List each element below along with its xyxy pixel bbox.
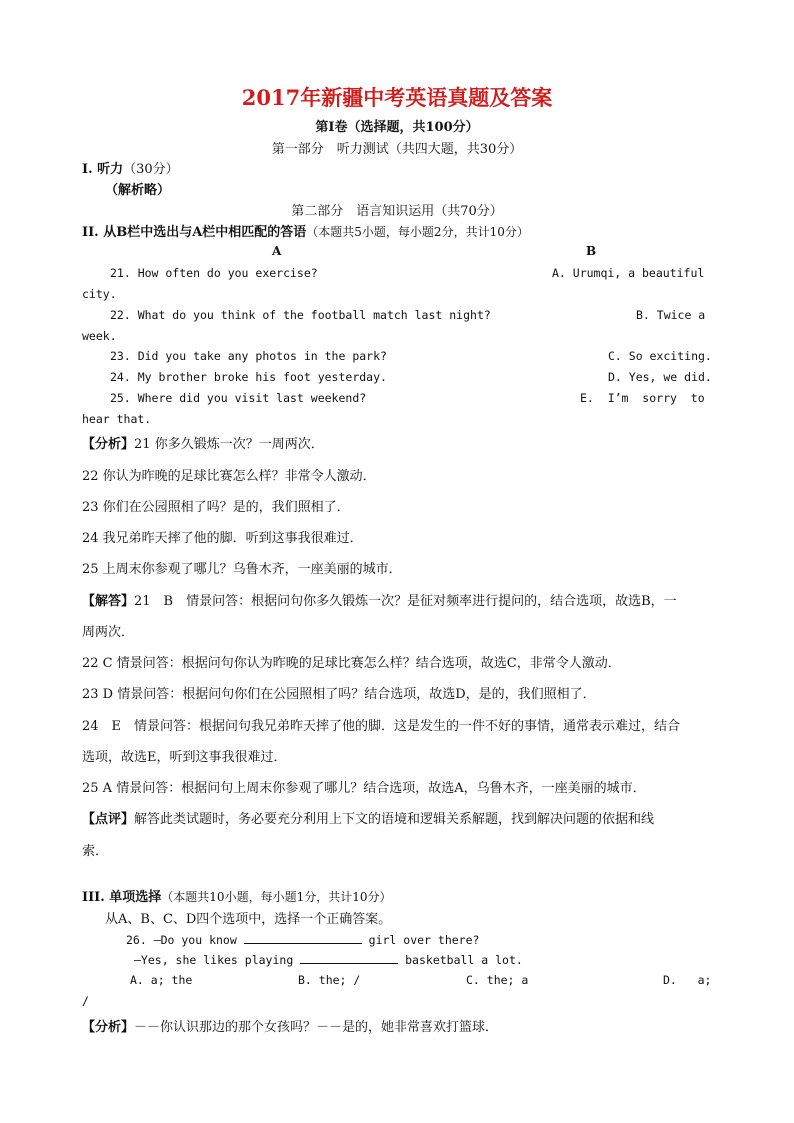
section2-title: II. 从B栏中选出与A栏中相匹配的答语 <box>82 225 307 240</box>
match-answer-e-wrap: hear that. <box>82 412 152 426</box>
answer-24-wrap: 选项，故选E，听到这事我很难过． <box>82 750 287 765</box>
comment <box>82 808 654 827</box>
match-answer-d: D. Yes, we did. <box>608 370 712 384</box>
q26-line1-post: girl over there? <box>368 933 480 947</box>
match-question-23: 23. Did you take any photos in the park? <box>110 349 387 363</box>
match-answer-b-wrap: week. <box>82 329 117 343</box>
analysis-25: 25 上周末你参观了哪儿？乌鲁木齐，一座美丽的城市． <box>82 562 402 577</box>
answer-21 <box>82 590 677 609</box>
answer-23: 23 D 情景问答：根据问句你们在公园照相了吗？结合选项，故选D，是的，我们照相了． <box>82 687 596 702</box>
section3-direction: 从A、B、C、D四个选项中，选择一个正确答案。 <box>105 912 392 927</box>
analysis-label: 【分析】 <box>82 437 135 452</box>
answer-blank-2[interactable] <box>300 952 398 964</box>
section1-note: （解析略） <box>105 183 171 198</box>
analysis-24: 24 我兄弟昨天摔了他的脚．听到这事我很难过． <box>82 531 363 546</box>
question-26-line1 <box>126 932 479 947</box>
match-question-21: 21. How often do you exercise? <box>110 266 318 280</box>
section2-instruction: （本题共5小题，每小题2分，共计10分） <box>306 225 529 239</box>
answer-21-wrap: 周两次． <box>82 625 135 640</box>
analysis-23: 23 你们在公园照相了吗？是的，我们照相了． <box>82 500 350 515</box>
q26-line2-pre: —Yes, she likes playing <box>134 953 294 967</box>
part2-heading: 第二部分 语言知识运用（共70分） <box>291 204 503 219</box>
analysis-22: 22 你认为昨晚的足球比赛怎么样？非常令人激动． <box>82 469 376 484</box>
match-question-24: 24. My brother broke his foot yesterday. <box>110 370 387 384</box>
section1-title: I. 听力 <box>82 162 124 177</box>
match-answer-a-wrap: city. <box>82 287 117 301</box>
match-question-22: 22. What do you think of the football match last night? <box>110 308 491 322</box>
q26-line2-post: basketball a lot. <box>405 953 523 967</box>
match-question-25: 25. Where did you visit last weekend? <box>110 391 367 405</box>
match-answer-e: E. I’m sorry to <box>580 391 705 405</box>
analysis-21 <box>82 433 324 452</box>
section2-heading <box>82 221 529 240</box>
match-answer-b: B. Twice a <box>636 308 706 322</box>
section1-heading <box>82 158 179 177</box>
option-c[interactable]: C. the; a <box>466 973 529 987</box>
match-answer-a: A. Urumqi, a beautiful <box>552 266 705 280</box>
analysis-26-label: 【分析】 <box>82 1020 135 1035</box>
answer-22: 22 C 情景问答：根据问句你认为昨晚的足球比赛怎么样？结合选项，故选C，非常令人激动． <box>82 656 621 671</box>
answer-24: 24 E 情景问答：根据问句我兄弟昨天摔了他的脚．这是发生的一件不好的事情，通常表示难过，结合 <box>82 719 681 734</box>
section3-heading <box>82 886 391 905</box>
page-title: 2017年新疆中考英语真题及答案 <box>241 85 553 110</box>
comment-text: 解答此类试题时，务必要充分利用上下文的语境和逻辑关系解题，找到解决问题的依据和线 <box>134 812 655 827</box>
column-a-label: A <box>272 244 282 258</box>
q26-line1-pre: 26. —Do you know <box>126 933 237 947</box>
section1-score: （30分） <box>123 162 179 177</box>
analysis-26 <box>82 1016 498 1035</box>
part1-heading: 第一部分 听力测试（共四大题，共30分） <box>271 142 523 157</box>
answer-25: 25 A 情景问答：根据问句上周末你参观了哪儿？结合选项，故选A，乌鲁木齐，一座美丽的城市． <box>82 781 646 796</box>
section3-instruction: （本题共10小题，每小题1分，共计10分） <box>161 890 392 904</box>
answer-label: 【解答】 <box>82 594 135 609</box>
answer-blank-1[interactable] <box>244 932 362 944</box>
column-b-label: B <box>586 244 597 258</box>
option-a[interactable]: A. a; the <box>130 973 193 987</box>
section3-title: III. 单项选择 <box>82 890 162 905</box>
option-d[interactable]: D. a; <box>663 973 712 987</box>
comment-wrap: 索． <box>82 844 109 859</box>
option-d-wrap: / <box>82 994 89 1008</box>
volume-heading: 第Ⅰ卷（选择题，共100分） <box>315 120 479 135</box>
option-b[interactable]: B. the; / <box>298 973 361 987</box>
match-answer-c: C. So exciting. <box>608 349 712 363</box>
answer-text: 21 B 情景问答：根据问句你多久锻炼一次？是征对频率进行提问的，结合选项，故选B，一 <box>134 594 677 609</box>
analysis-26-text: －－你认识那边的那个女孩吗？－－是的，她非常喜欢打篮球． <box>134 1020 499 1035</box>
question-26-line2 <box>134 952 523 967</box>
analysis-text: 21 你多久锻炼一次？一周两次． <box>134 437 324 452</box>
comment-label: 【点评】 <box>82 812 135 827</box>
